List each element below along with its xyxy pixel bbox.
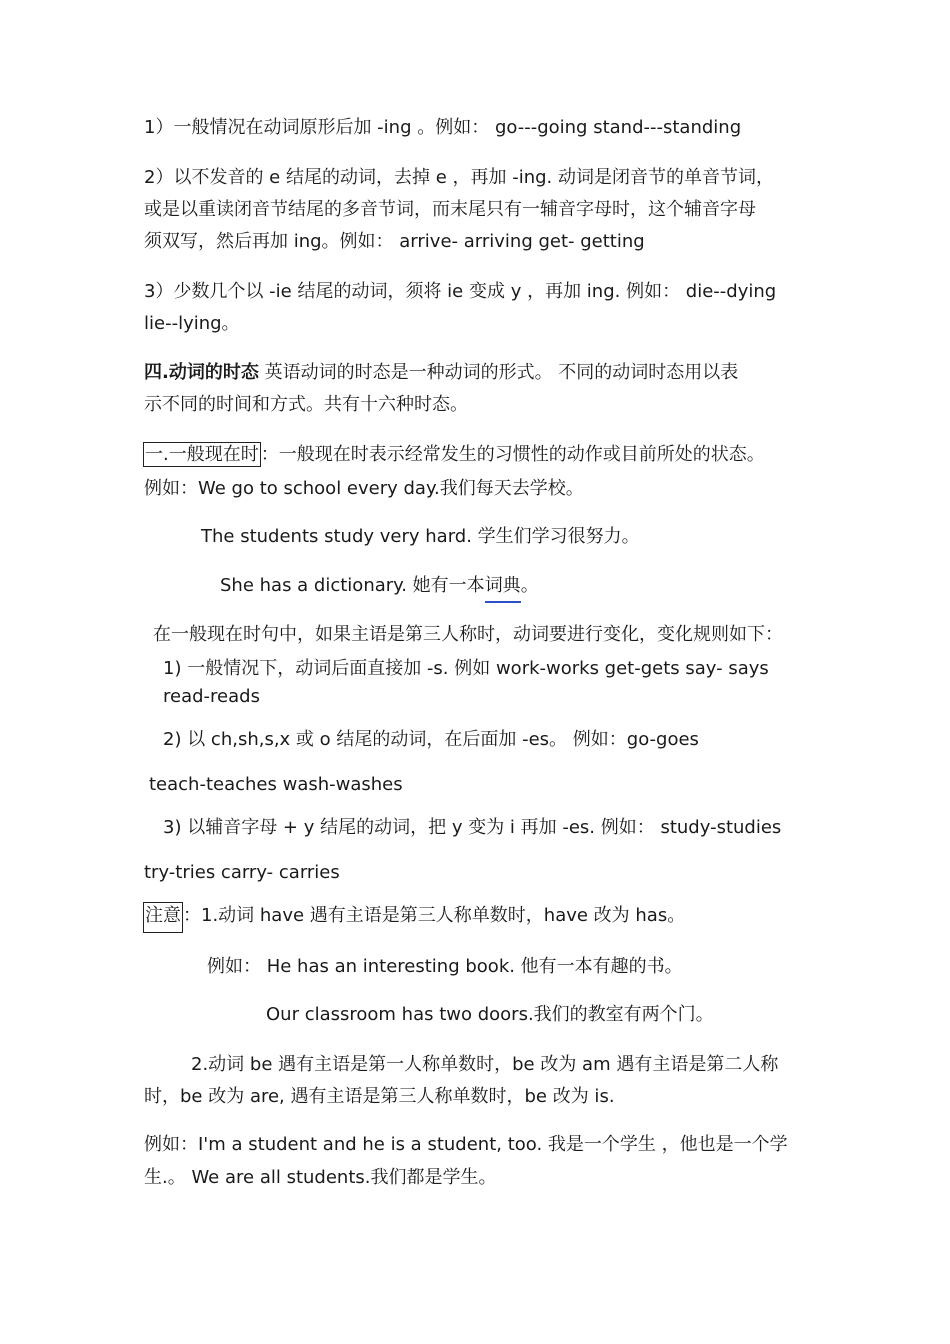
underlined-word-link[interactable]: 词典 (485, 575, 521, 603)
third-person-rule-1: 1) 一般情况下，动词后面直接加 -s. 例如 work-works get-gets say- says (163, 658, 769, 679)
simple-present-definition-text: ：一般现在时表示经常发生的习惯性的动作或目前所处的状态。 (260, 444, 765, 465)
third-person-rule-2-cont: teach-teaches wash-washes (149, 774, 403, 795)
rule-2-line-1: 2）以不发音的 e 结尾的动词，去掉 e ，再加 -ing. 动词是闭音节的单音节词， (144, 167, 774, 188)
simple-present-label-box: 一.一般现在时 (145, 444, 259, 465)
note-have-text: ：1.动词 have 遇有主语是第三人称单数时，have 改为 has。 (183, 905, 686, 926)
have-example-1: 例如： He has an interesting book. 他有一本有趣的书。 (207, 956, 683, 977)
rule-3-line-1: 3）少数几个以 -ie 结尾的动词，须将 ie 变成 y ，再加 ing. 例如： die--dying (144, 281, 777, 302)
example-3-text: She has a dictionary. 她有一本 (220, 575, 485, 596)
note-be-line-2: 时，be 改为 are, 遇有主语是第三人称单数时，be 改为 is. (144, 1086, 615, 1107)
section-intro-text: 英语动词的时态是一种动词的形式。 不同的动词时态用以表 (258, 362, 739, 383)
third-person-rule-3: 3) 以辅音字母 + y 结尾的动词，把 y 变为 i 再加 -es. 例如： study-studies (163, 817, 782, 838)
be-example-line-1: 例如：I'm a student and he is a student, too. 我是一个学生 ，他也是一个学 (144, 1134, 788, 1155)
be-example-line-2: 生.。 We are all students.我们都是学生。 (144, 1167, 497, 1188)
rule-2-line-3: 须双写，然后再加 ing。例如： arrive- arriving get- getting (144, 231, 645, 252)
section-tense-intro (144, 361, 738, 385)
rule-2-line-2: 或是以重读闭音节结尾的多音节词，而末尾只有一辅音字母时，这个辅音字母 (144, 199, 756, 220)
note-be-line-1: 2.动词 be 遇有主语是第一人称单数时，be 改为 am 遇有主语是第二人称 (191, 1054, 779, 1075)
simple-present-definition (143, 443, 765, 467)
have-example-2: Our classroom has two doors.我们的教室有两个门。 (266, 1004, 714, 1025)
third-person-rule-2: 2) 以 ch,sh,s,x 或 o 结尾的动词，在后面加 -es。 例如：go-goes (163, 729, 699, 750)
rule-3-line-2: lie--lying。 (144, 313, 240, 334)
example-1: 例如：We go to school every day.我们每天去学校。 (144, 478, 584, 499)
example-2: The students study very hard. 学生们学习很努力。 (201, 526, 640, 547)
third-person-rule-1-cont: read-reads (163, 686, 260, 707)
third-person-rule-3-cont: try-tries carry- carries (144, 862, 340, 883)
note-have (143, 904, 685, 928)
rule-1-general: 1）一般情况在动词原形后加 -ing 。例如： go---going stand---standing (144, 117, 742, 138)
section-heading: 四.动词的时态 (144, 362, 259, 383)
third-person-rule-intro: 在一般现在时句中，如果主语是第三人称时，动词要进行变化，变化规则如下： (153, 624, 783, 645)
example-3-end: 。 (520, 575, 539, 596)
example-3 (220, 574, 539, 598)
note-label-box: 注意 (143, 902, 183, 933)
section-intro-text-2: 示不同的时间和方式。共有十六种时态。 (144, 394, 468, 415)
